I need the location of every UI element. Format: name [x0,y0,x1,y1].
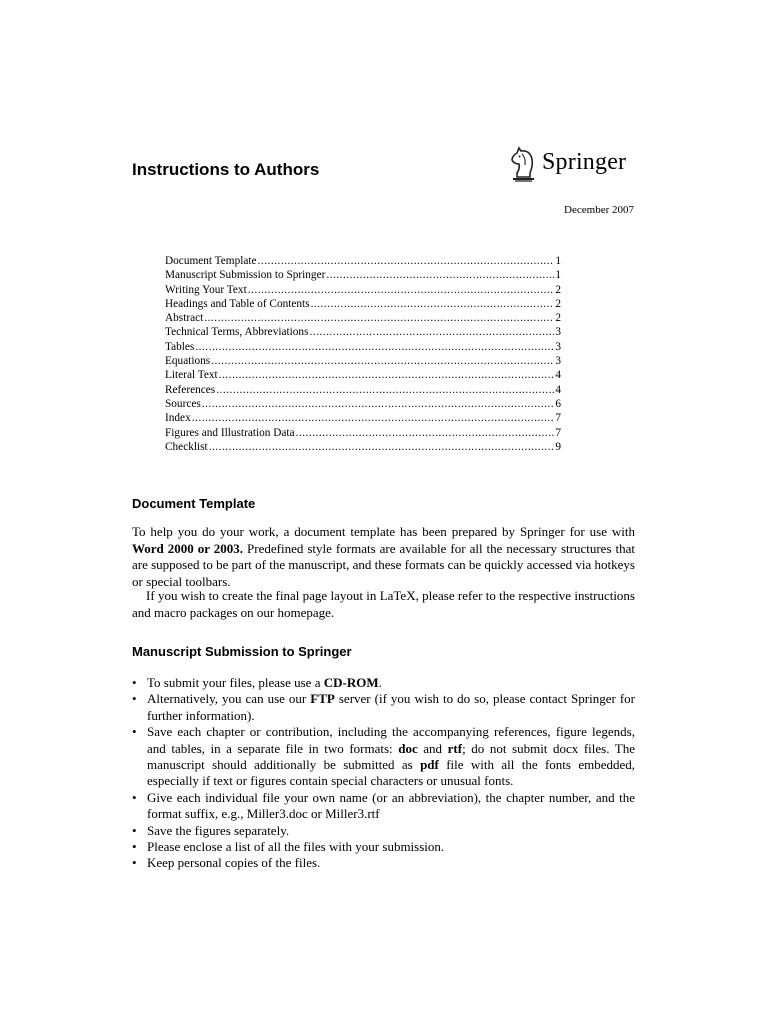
text-run: Give each individual file your own name (or an abbreviation), the chapter number, and the format suffix, e.g., Miller3.doc or Miller3.rtf [147,789,635,822]
toc-entry [165,411,561,425]
toc-entry-page: 7 [555,426,561,439]
toc-entry [165,254,561,268]
paragraph-document-template [132,524,635,590]
toc-entry [165,397,561,411]
text-run-bold: Word 2000 or 2003. [132,540,244,556]
toc-entry-label: Writing Your Text [165,283,247,296]
toc-entry [165,354,561,368]
toc-entry-page: 3 [555,326,561,339]
toc-entry [165,325,561,339]
text-run-bold: CD-ROM [323,675,379,690]
text-run: Please enclose a list of all the files with your submission. [147,839,445,855]
toc-entry-page: 1 [555,255,561,267]
logo-text: Springer [542,148,627,175]
toc-leader-dots [258,254,555,268]
text-run-bold: doc [398,740,418,756]
springer-logo [508,140,638,184]
toc-leader-dots [202,397,555,411]
toc-entry-label: Abstract [165,312,204,325]
toc-entry [165,368,561,382]
toc-entry-page: 7 [555,412,561,425]
text-run-bold: pdf [420,757,439,773]
chess-knight-icon [508,142,538,182]
toc-entry [165,268,561,282]
bullet-icon: • [132,675,137,690]
toc-entry-label: References [165,383,216,396]
bullet-icon: • [132,789,137,805]
list-item [132,823,635,839]
text-run: Alternatively, you can use our [147,691,311,707]
list-item [132,691,635,724]
section-heading-document-template: Document Template [132,496,256,511]
paragraph-latex: If you wish to create the final page layout in LaTeX, please refer to the respective instructions and macro packages on our homepage. [132,588,635,620]
text-run-bold: FTP [310,691,335,707]
toc-entry-page: 3 [555,340,561,353]
toc-entry [165,311,561,325]
toc-entry [165,297,561,311]
text-run: Predefined style formats are available for all the necessary structures that are supposed to be part of the manuscript, and these formats can be quickly accessed via hotkeys or special toolbars. [132,540,635,589]
list-item [132,855,635,871]
toc-leader-dots [209,440,555,454]
toc-entry [165,426,561,440]
text-run: server (if you wish to do so, please contact Springer for further information). [147,691,635,723]
list-item [132,675,635,691]
toc-entry [165,340,561,354]
toc-entry-page: 6 [555,397,561,410]
toc-entry-page: 2 [555,283,561,296]
text-run: Keep personal copies of the files. [147,855,321,871]
document-date: December 2007 [564,204,634,216]
toc-entry-label: Index [165,412,191,425]
toc-entry-label: Figures and Illustration Data [165,426,295,439]
text-run: Save the figures separately. [147,822,290,838]
toc-leader-dots [296,426,555,440]
toc-entry-page: 3 [555,355,561,368]
section-heading-manuscript-submission: Manuscript Submission to Springer [132,644,352,659]
submission-bullet-list [132,675,635,872]
toc-entry-label: Sources [165,397,201,410]
text-run-bold: rtf [447,740,463,756]
bullet-icon: • [132,839,137,855]
toc-entry-label: Manuscript Submission to Springer [165,269,326,282]
bullet-icon: • [132,691,137,707]
bullet-icon: • [132,724,137,740]
page-title: Instructions to Authors [132,160,320,179]
toc-leader-dots [216,383,554,397]
list-item [132,790,635,823]
toc-leader-dots [311,297,555,311]
toc-entry-label: Document Template [165,255,257,267]
list-item [132,839,635,855]
toc-entry-page: 4 [555,369,561,382]
toc-entry-label: Equations [165,355,211,368]
text-run: . [378,675,382,690]
toc-leader-dots [211,354,554,368]
toc-leader-dots [309,325,554,339]
toc-entry-page: 2 [555,297,561,310]
text-run: To help you do your work, a document template has been prepared by Springer for use with [132,524,635,539]
text-run: To submit your files, please use a [147,675,324,690]
table-of-contents [165,254,561,454]
toc-entry-label: Headings and Table of Contents [165,297,310,310]
toc-entry-page: 1 [555,269,561,282]
text-run: ; do not submit docx files. The manuscript should additionally be submitted as [147,740,636,773]
toc-entry-label: Checklist [165,440,208,453]
toc-leader-dots [326,268,554,282]
toc-entry [165,383,561,397]
text-run: file with all the fonts embedded, especially if text or figures contain special characters or unusual fonts. [147,757,635,789]
toc-leader-dots [204,311,554,325]
toc-entry-label: Technical Terms, Abbreviations [165,326,309,339]
bullet-icon: • [132,855,137,871]
toc-entry [165,440,561,454]
toc-leader-dots [219,368,555,382]
toc-leader-dots [192,411,555,425]
toc-entry [165,283,561,297]
toc-entry-label: Tables [165,340,195,353]
toc-leader-dots [248,283,555,297]
toc-entry-page: 2 [555,312,561,325]
list-item [132,724,635,790]
text-run: Save each chapter or contribution, including the accompanying references, figure legends, and tables, in a separate file in two formats: [147,724,635,756]
toc-entry-label: Literal Text [165,369,218,382]
toc-entry-page: 4 [555,383,561,396]
toc-entry-page: 9 [555,440,561,453]
toc-leader-dots [195,340,554,354]
text-run: and [417,740,448,756]
bullet-icon: • [132,822,137,838]
